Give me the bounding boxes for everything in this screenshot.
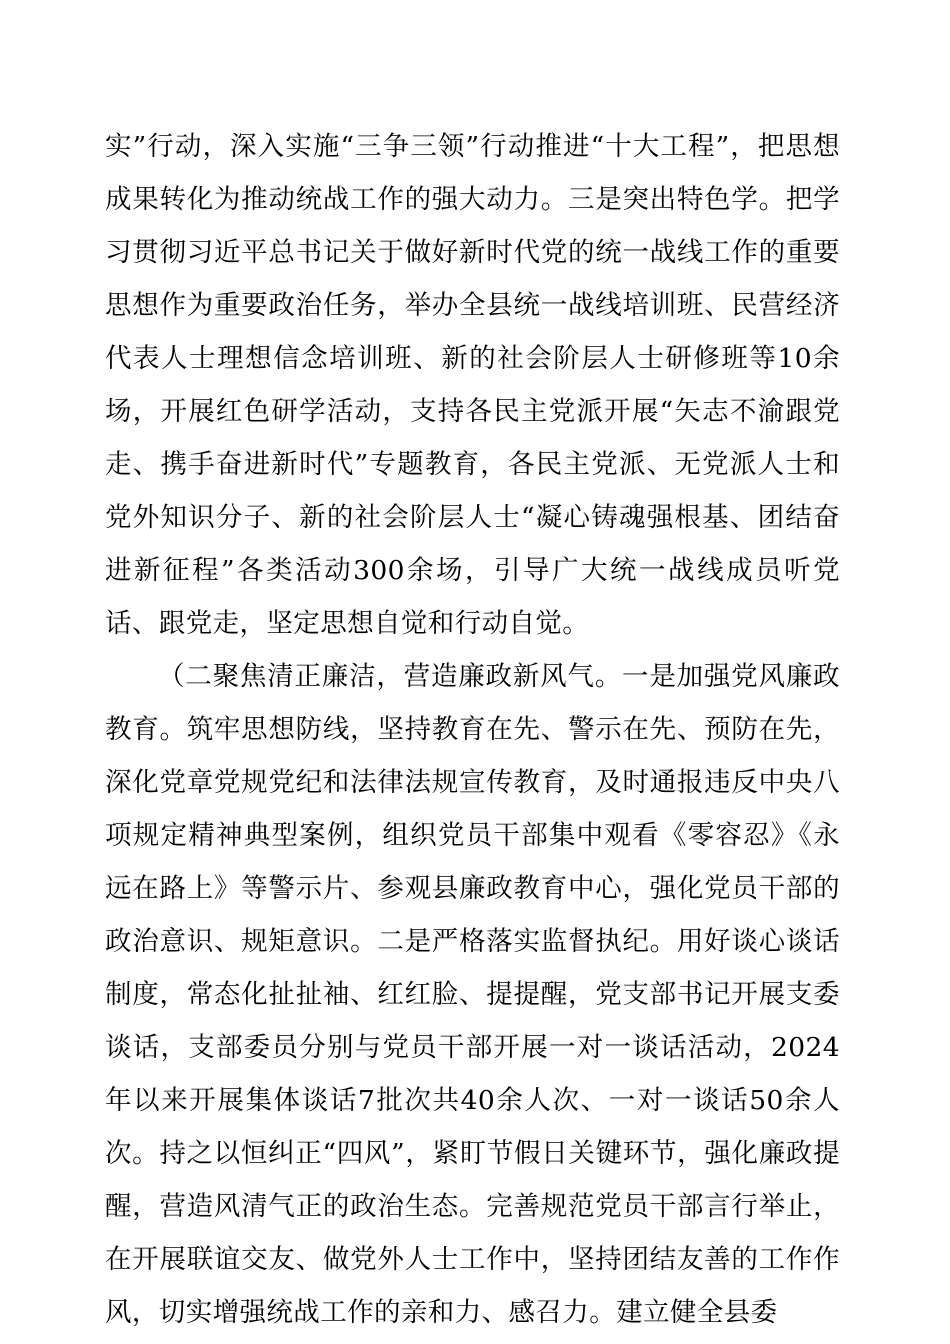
paragraph-1: 实”行动，深入实施“三争三领”行动推进“十大工程”，把思想成果转化为推动统战工作的强大动力。三是突出特色学。把学习贯彻习近平总书记关于做好新时代党的统一战线工作的重要思想作为重要政治任务，举办全县统一战线培训班、民营经济代表人士理想信念培训班、新的社会阶层人士研修班等10余场，开展红色研学活动，支持各民主党派开展“矢志不渝跟党走、携手奋进新时代”专题教育，各民主党派、无党派人士和党外知识分子、新的社会阶层人士“凝心铸魂强根基、团结奋进新征程”各类活动300余场，引导广大统一战线成员听党话、跟党走，坚定思想自觉和行动自觉。 (105, 131, 840, 639)
paragraph-2: （二聚焦清正廉洁，营造廉政新风气。一是加强党风廉政教育。筑牢思想防线，坚持教育在先、警示在先、预防在先，深化党章党规党纪和法律法规宣传教育，及时通报违反中央八项规定精神典型案例，组织党员干部集中观看《零容忍》《永远在路上》等警示片、参观县廉政教育中心，强化党员干部的政治意识、规矩意识。二是严格落实监督执纪。用好谈心谈话制度，常态化扯扯袖、红红脸、提提醒，党支部书记开展支委谈话，支部委员分别与党员干部开展一对一谈话活动，2024年以来开展集体谈话7批次共40余人次、一对一谈话50余人次。持之以恒纠正“四风”，紧盯节假日关键环节，强化廉政提醒，营造风清气正的政治生态。完善规范党员干部言行举止，在开展联谊交友、做党外人士工作中，坚持团结友善的工作作风，切实增强统战工作的亲和力、感召力。建立健全县委 (105, 661, 840, 1328)
document-body (105, 120, 840, 1339)
